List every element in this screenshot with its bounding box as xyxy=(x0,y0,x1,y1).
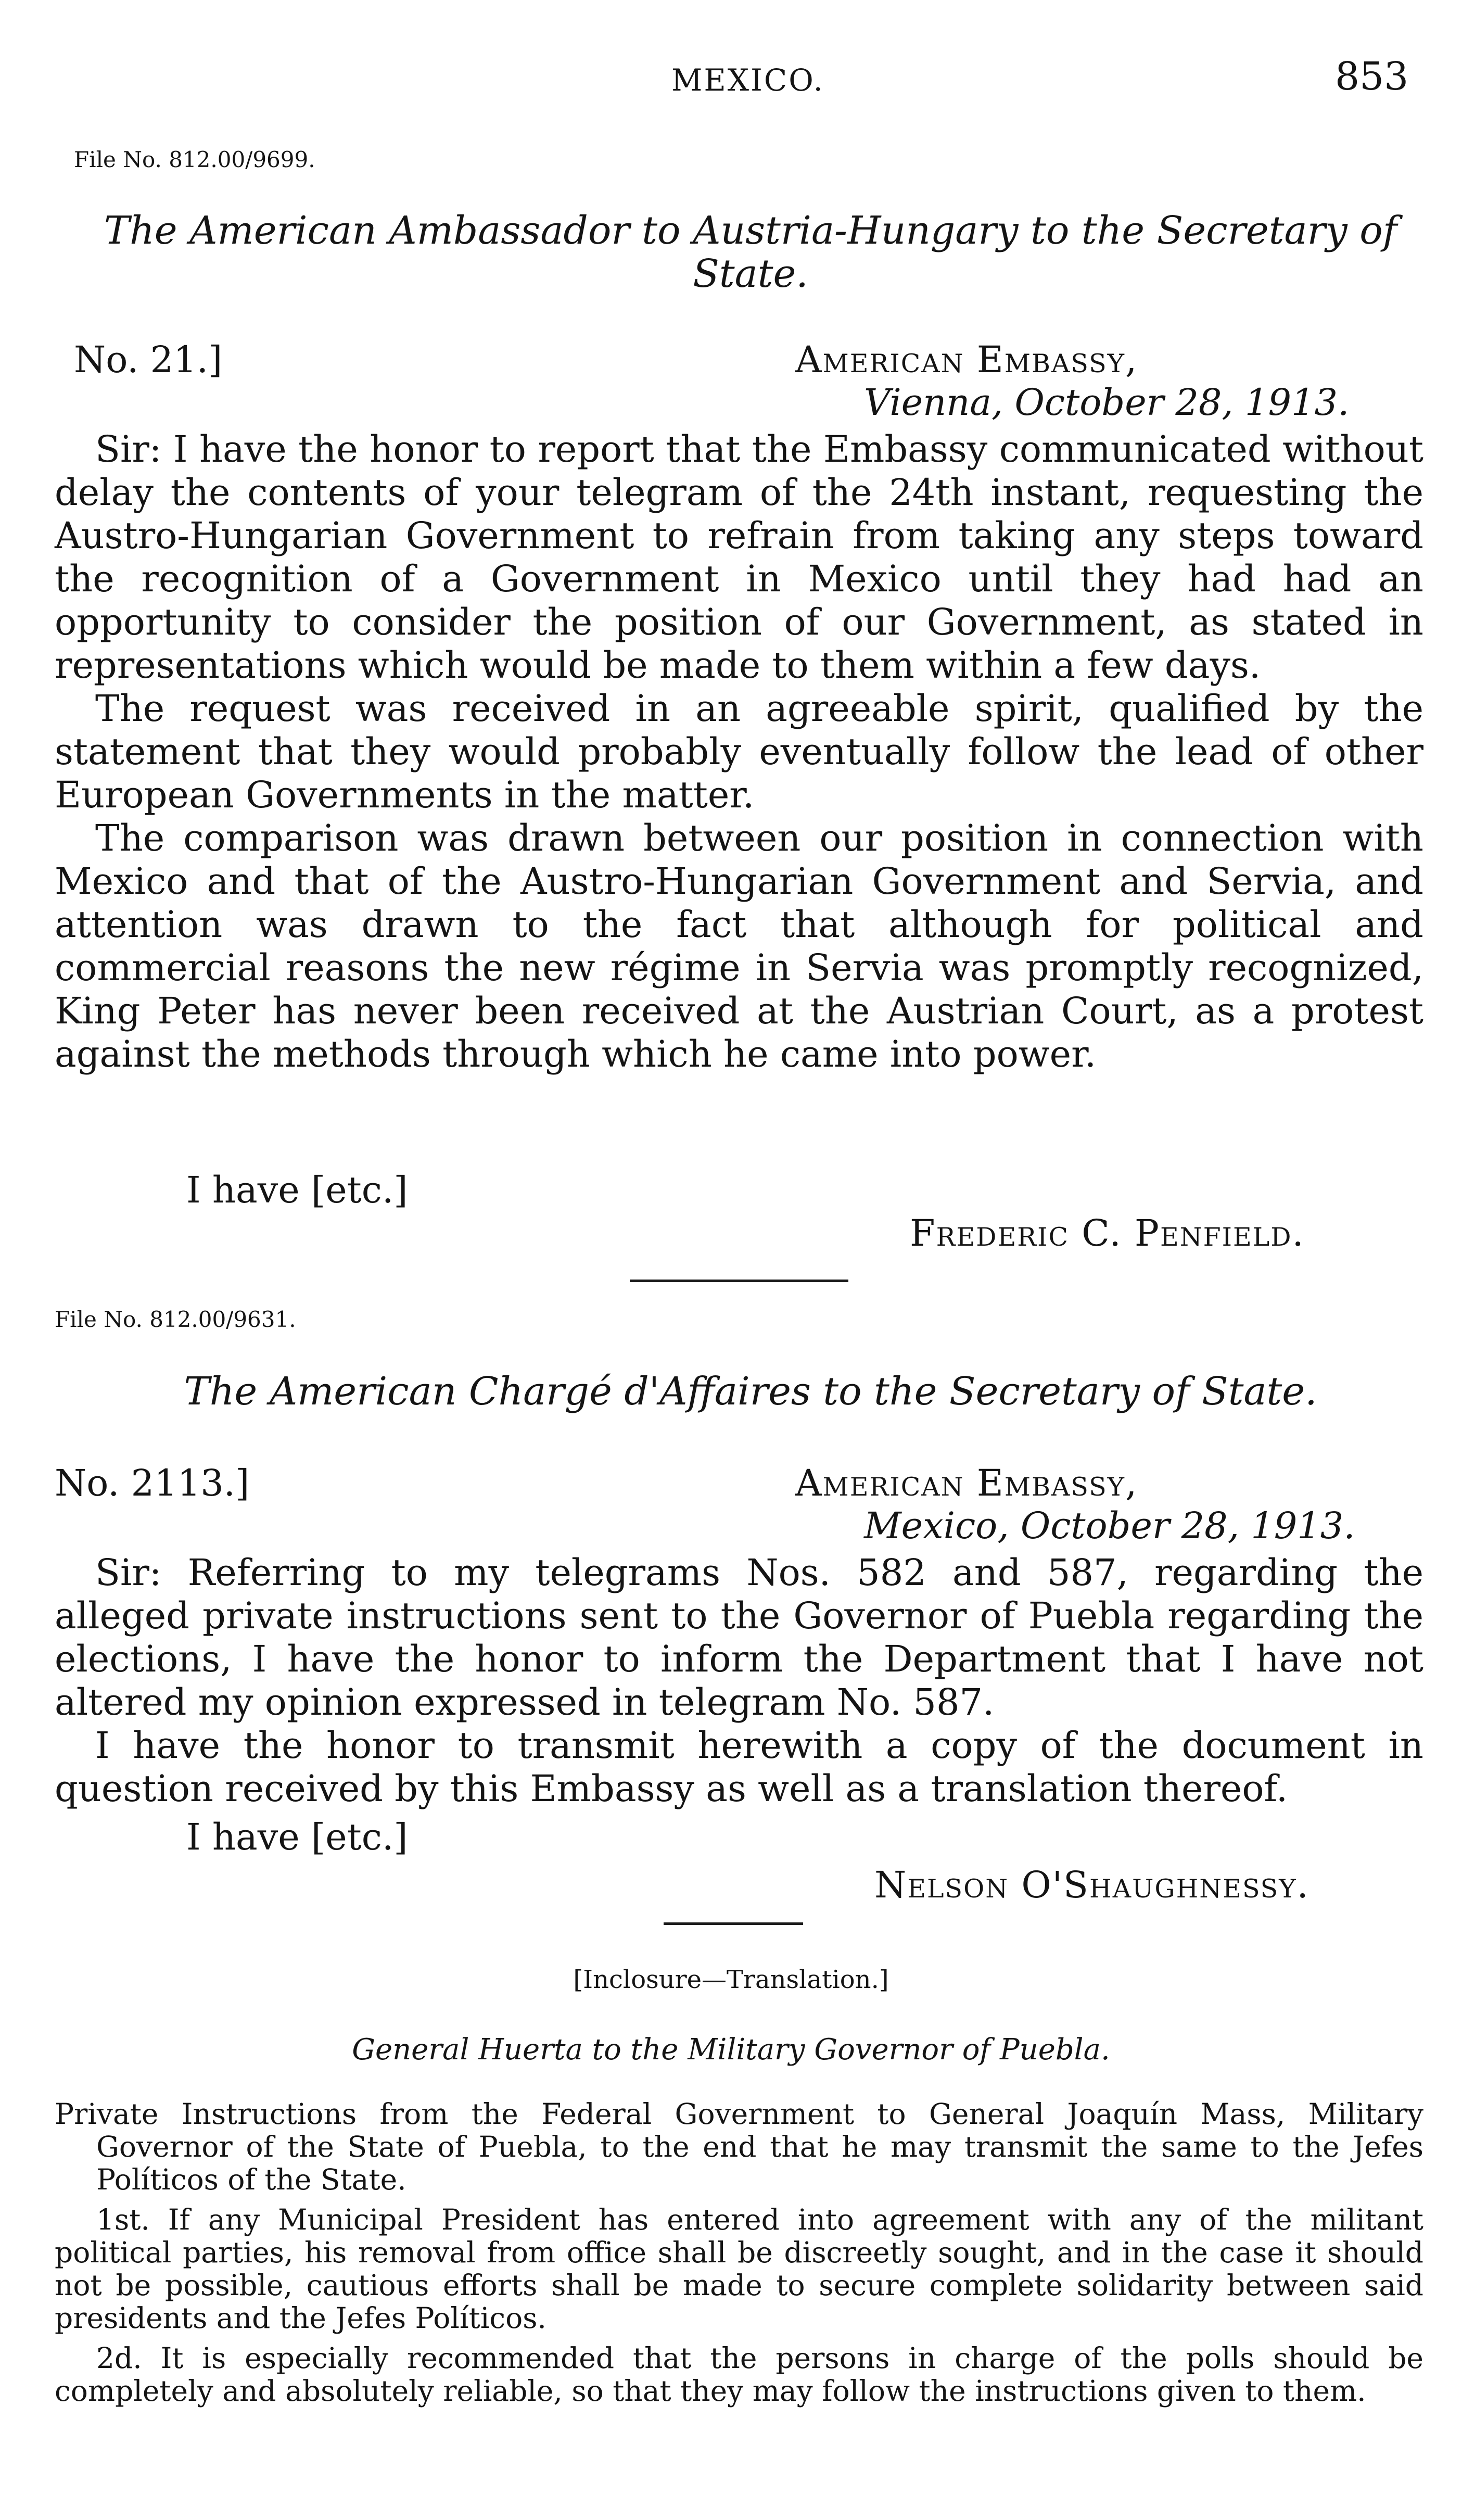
inclosure-intro: Private Instructions from the Federal Government to General Joaquín Mass, Military Governor of the State of Puebla, to the end that he may transmit the same to the Jefes Políticos of the State. xyxy=(55,2097,1423,2196)
inclosure-label: [Inclosure—Translation.] xyxy=(573,1965,889,1994)
signature: Nelson O'Shaughnessy. xyxy=(874,1864,1310,1906)
closing-formula: I have [etc.] xyxy=(186,1816,408,1858)
letter-body xyxy=(55,1551,1423,1810)
signature: Frederic C. Penfield. xyxy=(910,1212,1305,1255)
body-paragraph: I have the honor to transmit herewith a copy of the document in question received by this Embassy as well as a translation thereof. xyxy=(55,1724,1423,1810)
instruction-item: 1st. If any Municipal President has entered into agreement with any of the militant political parties, his removal from office shall be discreetly sought, and in the case it should not be possible, cautious efforts shall be made to secure complete solidarity between said presidents and the Jefes Políticos. xyxy=(55,2203,1423,2335)
dateline: Vienna, October 28, 1913. xyxy=(864,381,1350,424)
embassy-place: American Embassy, xyxy=(795,1462,1138,1504)
closing-formula: I have [etc.] xyxy=(186,1169,408,1211)
letter-headline: The American Ambassador to Austria-Hungary to the Secretary of xyxy=(104,208,1397,253)
despatch-number: No. 21.] xyxy=(74,338,223,381)
letter-body xyxy=(55,428,1423,1076)
dateline: Mexico, October 28, 1913. xyxy=(864,1504,1355,1547)
file-number: File No. 812.00/9631. xyxy=(55,1307,296,1332)
instruction-item: 2d. It is especially recommended that the persons in charge of the polls should be completely and absolutely reliable, so that they may follow the instructions given to them. xyxy=(55,2341,1423,2408)
running-header-title: MEXICO. xyxy=(671,62,824,98)
section-divider xyxy=(664,1922,803,1925)
section-divider xyxy=(630,1280,848,1282)
inclosure-body xyxy=(55,2098,1423,2409)
inclosure-title: General Huerta to the Military Governor of Puebla. xyxy=(352,2033,1110,2067)
body-paragraph: The comparison was drawn between our position in connection with Mexico and that of the Austro-Hungarian Government and Servia, and attention was drawn to the fact that although for political and commercial reasons the new régime in Servia was promptly recognized, King Peter has never been received at the Austrian Court, as a protest against the methods through which he came into power. xyxy=(55,817,1423,1075)
letter-headline: The American Chargé d'Affaires to the Secretary of State. xyxy=(184,1369,1317,1414)
page-number: 853 xyxy=(1335,54,1409,99)
body-paragraph: Sir: I have the honor to report that the Embassy communicated without delay the contents of your telegram of the 24th instant, requesting the Austro-Hungarian Government to refrain from taking any steps toward the recognition of a Government in Mexico until they had had an opportunity to consider the position of our Government, as stated in representations which would be made to them within a few days. xyxy=(55,428,1423,687)
despatch-number: No. 2113.] xyxy=(55,1462,250,1504)
embassy-place: American Embassy, xyxy=(795,338,1138,381)
body-paragraph: Sir: Referring to my telegrams Nos. 582 and 587, regarding the alleged private instructions sent to the Governor of Puebla regarding the elections, I have the honor to inform the Department that I have not altered my opinion expressed in telegram No. 587. xyxy=(55,1551,1423,1724)
letter-headline-continued: State. xyxy=(693,251,808,296)
file-number: File No. 812.00/9699. xyxy=(74,147,315,172)
body-paragraph: The request was received in an agreeable spirit, qualified by the statement that they would probably eventually follow the lead of other European Governments in the matter. xyxy=(55,687,1423,816)
